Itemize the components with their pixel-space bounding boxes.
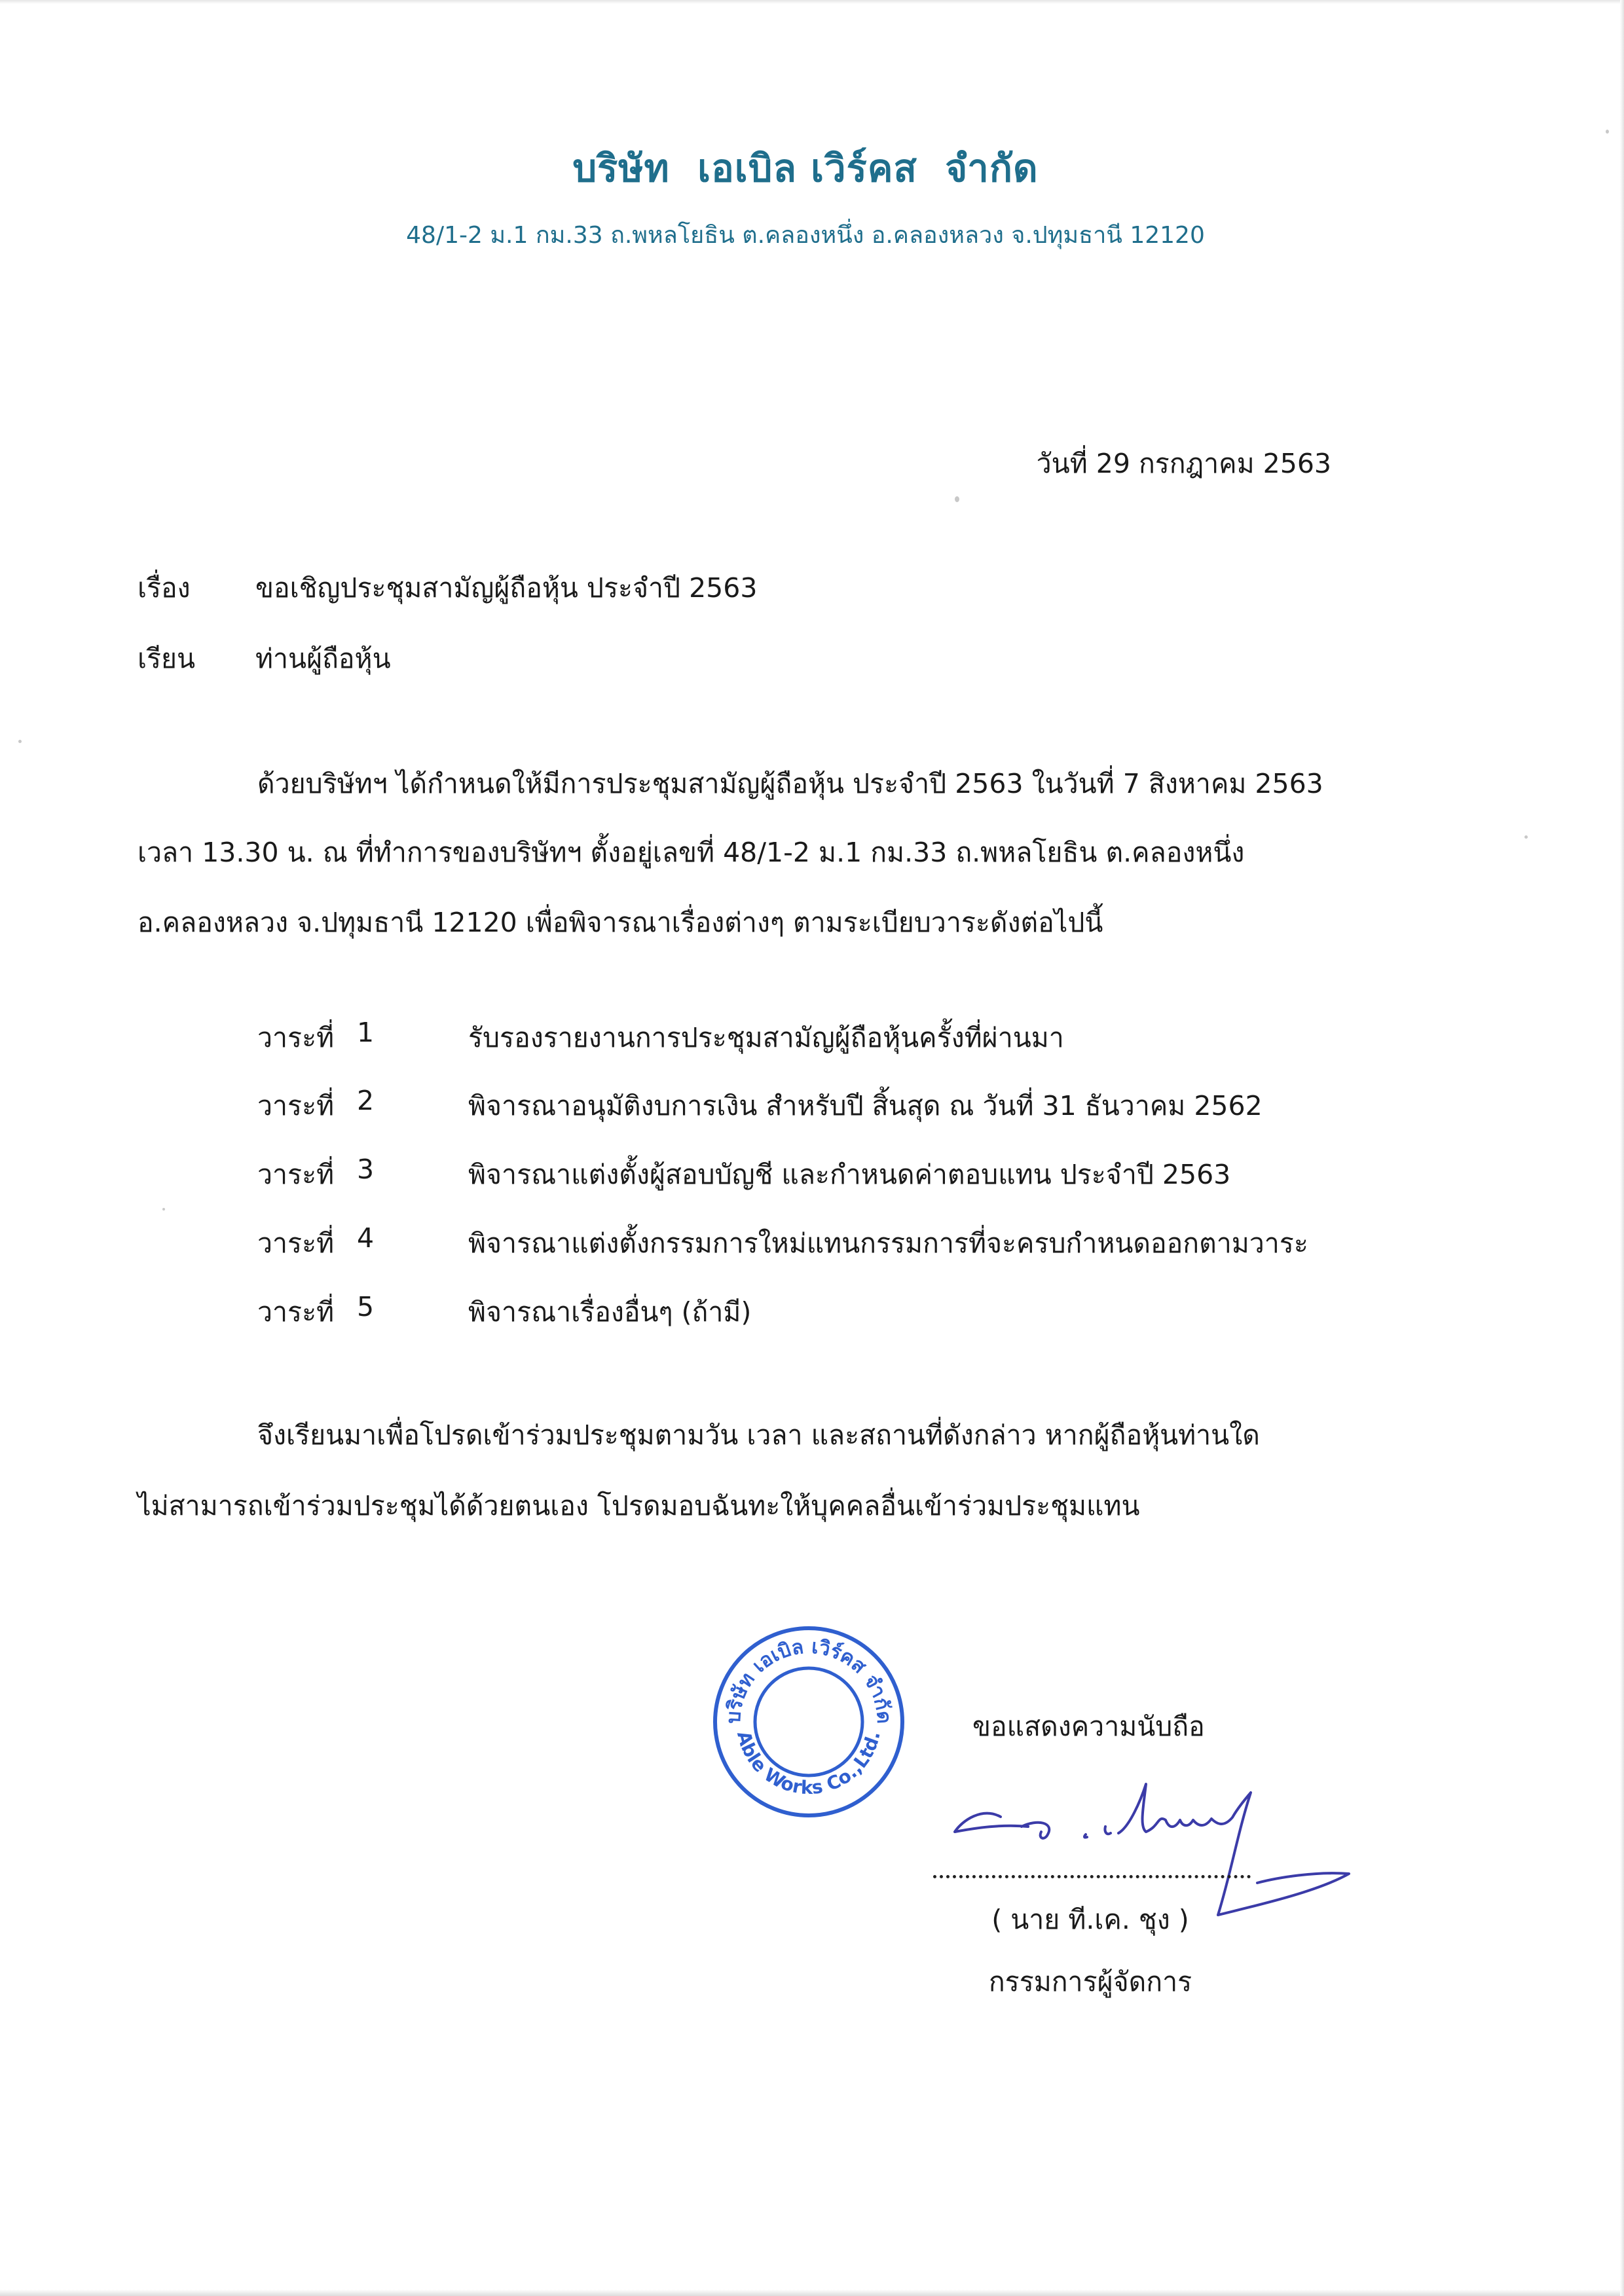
closing-line: จึงเรียนมาเพื่อโปรดเข้าร่วมประชุมตามวัน เวลา และสถานที่ดังกล่าว หากผู้ถือหุ้นท่านใด: [257, 1419, 1260, 1451]
agenda-label: วาระที่: [257, 1159, 335, 1190]
scan-speck: [1524, 835, 1528, 839]
signer-name: ( นาย ที.เค. ชุง ): [991, 1904, 1189, 1935]
intro-line: ด้วยบริษัทฯ ได้กำหนดให้มีการประชุมสามัญผู้ถือหุ้น ประจำปี 2563 ในวันที่ 7 สิงหาคม 2563: [257, 768, 1323, 799]
scan-edge-bottom: [0, 2289, 1624, 2296]
agenda-label: วาระที่: [257, 1228, 335, 1259]
agenda-label: วาระที่: [257, 1022, 335, 1053]
intro-line: อ.คลองหลวง จ.ปทุมธานี 12120 เพื่อพิจารณาเรื่องต่างๆ ตามระเบียบวาระดังต่อไปนี้: [138, 907, 1103, 938]
scan-speck: [162, 1208, 165, 1211]
agenda-text: พิจารณาเรื่องอื่นๆ (ถ้ามี): [468, 1296, 752, 1328]
subject-value: ขอเชิญประชุมสามัญผู้ถือหุ้น ประจำปี 2563: [255, 572, 758, 604]
scan-speck: [18, 740, 22, 743]
signature-line: [933, 1875, 1251, 1878]
agenda-number: 4: [357, 1222, 375, 1254]
closing-salutation: ขอแสดงความนับถือ: [972, 1711, 1205, 1742]
scan-edge-top: [0, 0, 1624, 4]
agenda-text: รับรองรายงานการประชุมสามัญผู้ถือหุ้นครั้งที่ผ่านมา: [468, 1022, 1064, 1053]
scan-edge-right: [1620, 0, 1624, 2296]
agenda-number: 2: [357, 1085, 375, 1116]
closing-line: ไม่สามารถเข้าร่วมประชุมได้ด้วยตนเอง โปรดมอบฉันทะให้บุคคลอื่นเข้าร่วมประชุมแทน: [138, 1490, 1140, 1522]
company-stamp: [710, 1624, 907, 1820]
agenda-text: พิจารณาแต่งตั้งกรรมการใหม่แทนกรรมการที่จะครบกำหนดออกตามวาระ: [468, 1228, 1308, 1259]
recipient-label: เรียน: [138, 643, 196, 674]
company-address: 48/1-2 ม.1 กม.33 ถ.พหลโยธิน ต.คลองหนึ่ง อ.คลองหลวง จ.ปทุมธานี 12120: [406, 222, 1205, 249]
subject-label: เรื่อง: [138, 572, 191, 604]
agenda-number: 1: [357, 1017, 375, 1048]
agenda-label: วาระที่: [257, 1090, 335, 1121]
svg-text:Able Works Co.,Ltd.: Able Works Co.,Ltd.: [733, 1728, 885, 1799]
agenda-number: 3: [357, 1154, 375, 1185]
scan-speck: [955, 496, 959, 502]
svg-text:บริษัท เอเบิล เวิร์คส จำกัด: บริษัท เอเบิล เวิร์คส จำกัด: [722, 1635, 896, 1724]
agenda-text: พิจารณาอนุมัติงบการเงิน สำหรับปี สิ้นสุด ณ วันที่ 31 ธันวาคม 2562: [468, 1090, 1263, 1121]
letter-date: วันที่ 29 กรกฎาคม 2563: [1036, 448, 1331, 479]
scan-speck: [1606, 130, 1609, 134]
agenda-number: 5: [357, 1291, 375, 1322]
company-name: บริษัท เอเบิล เวิร์คส จำกัด: [572, 146, 1039, 191]
agenda-text: พิจารณาแต่งตั้งผู้สอบบัญชี และกำหนดค่าตอบแทน ประจำปี 2563: [468, 1159, 1231, 1190]
agenda-label: วาระที่: [257, 1296, 335, 1328]
signer-title: กรรมการผู้จัดการ: [988, 1966, 1192, 1997]
intro-line: เวลา 13.30 น. ณ ที่ทำการของบริษัทฯ ตั้งอยู่เลขที่ 48/1-2 ม.1 กม.33 ถ.พหลโยธิน ต.คลองหนึ่ง: [138, 837, 1245, 868]
recipient-value: ท่านผู้ถือหุ้น: [255, 643, 391, 674]
